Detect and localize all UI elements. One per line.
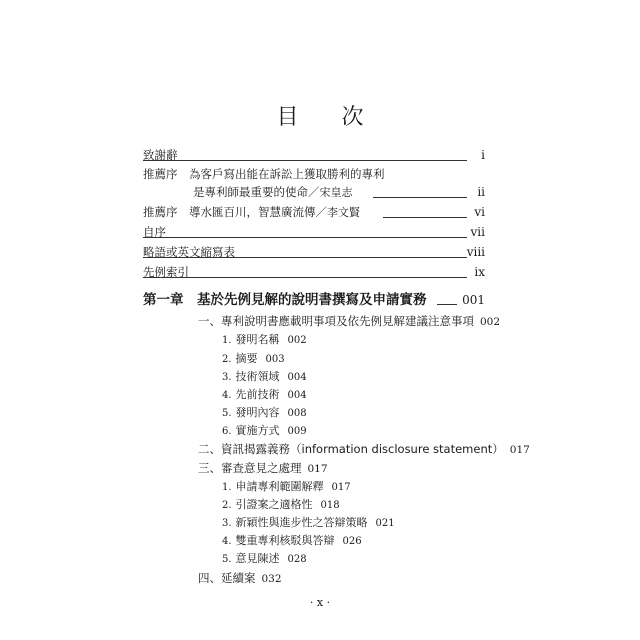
toc-leader-line: [143, 237, 467, 238]
toc-leader-line: [383, 217, 467, 218]
toc-entry-label: 先例索引: [143, 265, 189, 279]
toc-leader-line: [143, 277, 467, 278]
section-title: 四、延續案: [198, 571, 256, 585]
toc-entry-label: 推薦序 導水匯百川，智慧廣流傳／李文賢: [143, 205, 360, 219]
toc-chapter-1: [143, 290, 485, 310]
toc-entry-acknowledgements: [143, 146, 485, 164]
toc-section-1: [198, 312, 500, 330]
toc-page-number: 032: [261, 573, 282, 585]
section-title: 一、專利說明書應載明事項及依先例見解建議注意事項: [198, 314, 474, 328]
toc-subsection: 2. 摘要 003: [222, 352, 285, 365]
page-title: 目 次: [276, 105, 382, 130]
toc-page-number: 017: [509, 444, 530, 456]
toc-page-number: 017: [307, 463, 328, 475]
toc-entry-label: 推薦序 為客戶寫出能在訴訟上獲取勝利的專利: [143, 167, 385, 181]
toc-subsection: 5. 發明內容 008: [222, 406, 307, 419]
toc-subsection: 3. 新穎性與進步性之答辯策略 021: [222, 516, 395, 529]
toc-entry-label: 自序: [143, 225, 166, 239]
toc-page-number: vii: [470, 225, 485, 239]
section-title: 三、審查意見之處理: [198, 461, 302, 475]
toc-leader-line: [373, 197, 467, 198]
toc-entry-label-line2: 是專利師最重要的使命／宋皇志: [193, 185, 353, 199]
toc-subsection: 3. 技術領域 004: [222, 370, 307, 383]
toc-leader-line: [143, 257, 467, 258]
toc-entry-label: 略語或英文縮寫表: [143, 245, 235, 259]
toc-page-number: 002: [480, 316, 501, 328]
toc-entry-foreword-1-line2: [143, 183, 485, 201]
chapter-title: 第一章 基於先例見解的說明書撰寫及申請實務: [143, 292, 427, 308]
toc-section-3: [198, 459, 328, 477]
toc-subsection: 1. 發明名稱 002: [222, 333, 307, 346]
toc-subsection: 6. 實施方式 009: [222, 424, 307, 437]
toc-leader-line: [437, 304, 457, 305]
toc-page-number: ii: [477, 185, 485, 199]
toc-subsection: 1. 申請專利範圍解釋 017: [222, 480, 351, 493]
toc-page-number: ix: [474, 265, 485, 279]
toc-entry-case-index: [143, 263, 485, 281]
toc-entry-foreword-1: [143, 165, 485, 183]
toc-page-number: 001: [462, 293, 485, 307]
toc-entry-foreword-2: [143, 203, 485, 221]
section-title: 二、資訊揭露義務（information disclosure statement）: [198, 442, 504, 456]
author-signature: 宋皇志: [319, 186, 353, 199]
toc-section-4: [198, 569, 282, 587]
toc-page-number: vi: [474, 205, 485, 219]
author-signature: 李文賢: [327, 206, 360, 219]
toc-entry-label: 致謝辭: [143, 148, 178, 162]
toc-subsection: 4. 先前技術 004: [222, 388, 307, 401]
toc-page-number: viii: [466, 245, 485, 259]
toc-subsection: 5. 意見陳述 028: [222, 552, 307, 565]
toc-page-number: i: [481, 148, 485, 162]
toc-entry-abbreviations: [143, 243, 485, 261]
toc-leader-line: [143, 160, 467, 161]
page-number-footer: · x ·: [309, 596, 331, 609]
toc-subsection: 4. 雙重專利核駁與答辯 026: [222, 534, 362, 547]
toc-entry-preface: [143, 223, 485, 241]
toc-section-2: [198, 440, 530, 458]
toc-subsection: 2. 引證案之適格性 018: [222, 498, 340, 511]
